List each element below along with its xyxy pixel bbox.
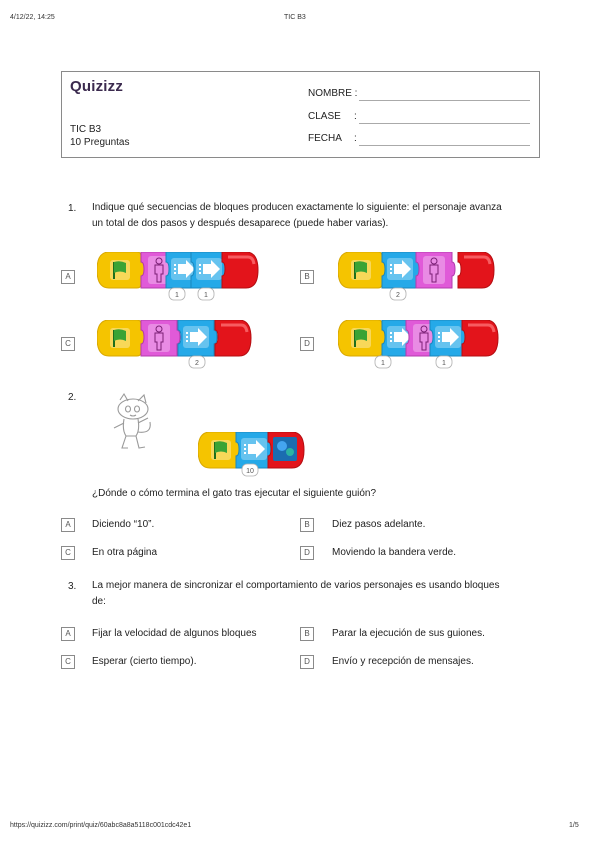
q3-option-a-text[interactable]: Fijar la velocidad de algunos bloques [92,628,257,639]
quiz-header-box [61,71,540,158]
question-3-text-line1: La mejor manera de sincronizar el comportamiento de varios personajes es usando bloques [92,580,500,591]
end-block [462,320,498,356]
question-2-text: ¿Dónde o cómo termina el gato tras ejecutar el siguiente guión? [92,488,377,499]
q1-option-d-blocks [338,320,500,370]
flag-block [97,252,144,288]
looks-block [141,320,180,356]
q2-option-b-text[interactable]: Diez pasos adelante. [332,519,426,530]
question-3-text-line2: de: [92,596,106,607]
q2-option-b-box[interactable]: B [300,518,314,532]
q3-option-b-text[interactable]: Parar la ejecución de sus guiones. [332,628,485,639]
nombre-label: NOMBRE : [308,88,358,99]
print-doc-title: TIC B3 [284,14,306,21]
fecha-label: FECHA [308,133,342,144]
q1-option-b-blocks [338,252,498,302]
teleport-block [268,432,304,468]
q3-option-d-text[interactable]: Envío y recepción de mensajes. [332,656,474,667]
q3-option-d-box[interactable]: D [300,655,314,669]
question-3-number: 3. [68,581,77,592]
q1-option-b-box[interactable]: B [300,270,314,284]
looks-block [416,252,455,288]
end-block [215,320,251,356]
question-1-text [92,200,552,232]
move-steps-label: 1 [204,292,208,299]
q3-option-a-box[interactable]: A [61,627,75,641]
print-datetime: 4/12/22, 14:25 [10,14,55,21]
move-steps-label: 10 [246,468,254,475]
fecha-field[interactable] [359,145,530,146]
q3-option-b-box[interactable]: B [300,627,314,641]
fecha-colon: : [354,133,357,144]
move-steps-label: 1 [381,360,385,367]
q1-option-c-box[interactable]: C [61,337,75,351]
q2-option-a-box[interactable]: A [61,518,75,532]
move-steps-label: 1 [442,360,446,367]
q1-option-a-blocks [97,252,259,302]
q1-option-c-blocks [97,320,259,370]
move-block [382,252,421,288]
quizizz-logo: Quizizz [70,78,124,95]
clase-field[interactable] [359,123,530,124]
q3-option-c-text[interactable]: Esperar (cierto tiempo). [92,656,197,667]
question-count: 10 Preguntas [70,137,130,148]
q2-option-c-box[interactable]: C [61,546,75,560]
question-3-text [92,578,552,610]
move-steps-label: 2 [396,292,400,299]
flag-block [338,252,385,288]
quiz-title: TIC B3 [70,124,102,135]
q2-option-d-text[interactable]: Moviendo la bandera verde. [332,547,456,558]
question-2-number: 2. [68,392,77,403]
move-steps-label: 2 [195,360,199,367]
scratch-cat-image [106,392,162,456]
question-1-text-line2: un total de dos pasos y después desaparece (puede haber varias). [92,218,389,229]
end-block [458,252,494,288]
nombre-field[interactable] [359,100,530,101]
q2-option-d-box[interactable]: D [300,546,314,560]
q2-option-c-text[interactable]: En otra página [92,547,158,558]
print-page-number: 1/5 [569,822,579,829]
q1-option-a-box[interactable]: A [61,270,75,284]
flag-block [97,320,144,356]
end-block [222,252,258,288]
q2-script-blocks [198,432,310,478]
question-1-text-line1: Indique qué secuencias de bloques producen exactamente lo siguiente: el personaje avanza [92,202,502,213]
clase-label: CLASE [308,111,341,122]
clase-colon: : [354,111,357,122]
q1-option-d-box[interactable]: D [300,337,314,351]
q3-option-c-box[interactable]: C [61,655,75,669]
move-block [178,320,217,356]
move-steps-label: 1 [175,292,179,299]
flag-block [338,320,385,356]
print-url[interactable]: https://quizizz.com/print/quiz/60abc8a8a5118c001cdc42e1 [10,822,192,829]
q2-option-a-text[interactable]: Diciendo “10”. [92,519,155,530]
question-1-number: 1. [68,203,77,214]
